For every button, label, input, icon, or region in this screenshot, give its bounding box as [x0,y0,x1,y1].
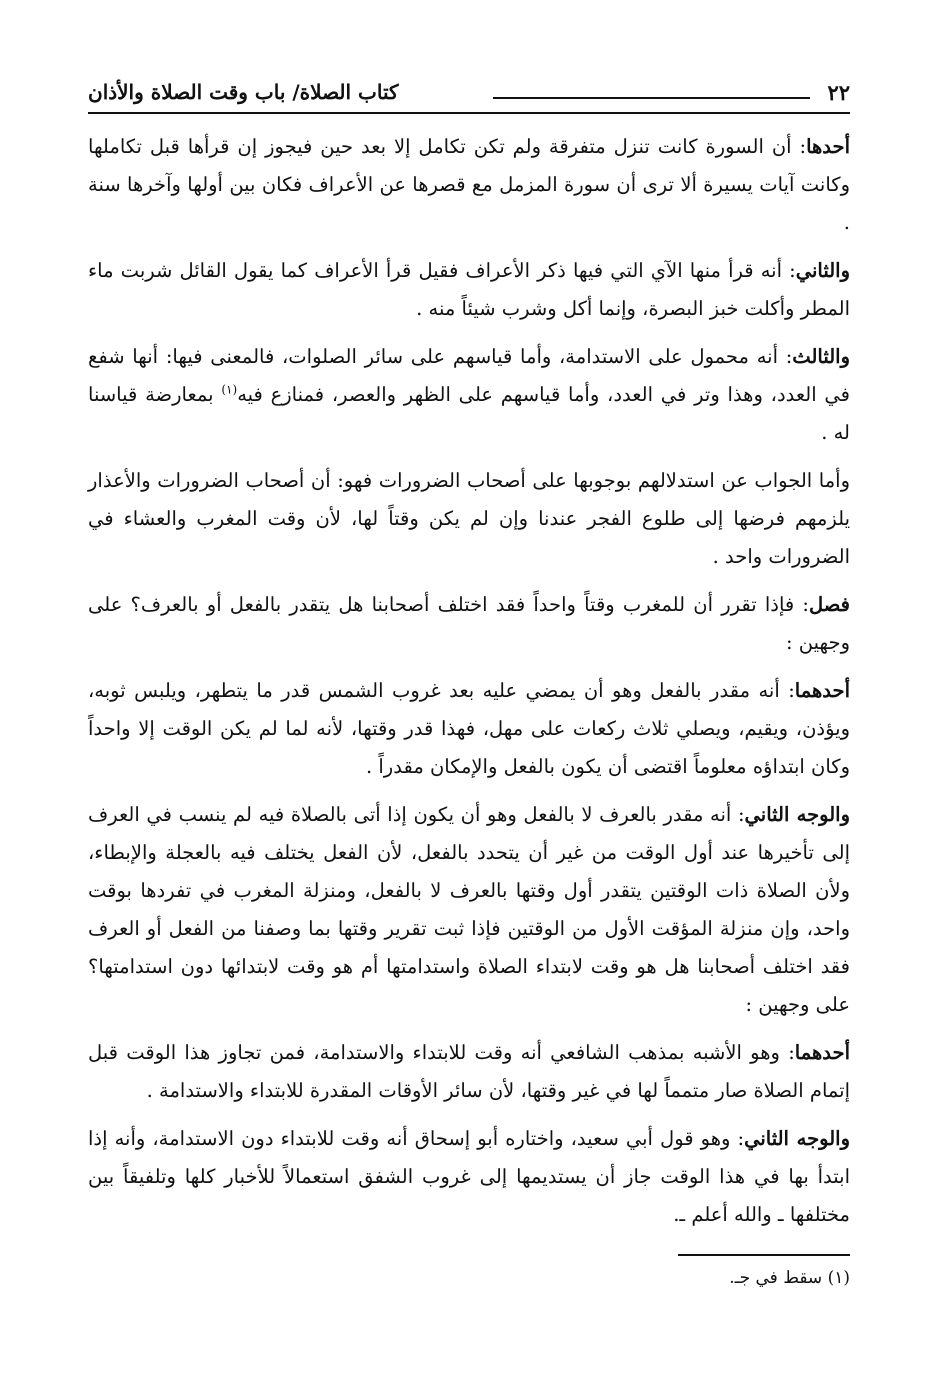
paragraph-text: : فإذا تقرر أن للمغرب وقتاً واحداً فقد اختلف أصحابنا هل يتقدر بالفعل أو بالعرف؟ على وجهين : [88,593,850,654]
paragraph [88,586,850,662]
page-number: ٢٢ [827,80,850,105]
footnote: (١) سقط في جـ. [729,1268,850,1288]
paragraph [88,338,850,452]
footnote-marker: (١) [221,382,238,397]
footnote-rule [678,1254,850,1256]
paragraph-text: : وهو قول أبي سعيد، واختاره أبو إسحاق أنه وقت للابتداء دون الاستدامة، وأنه إذا ابتدأ بها في هذا الوقت جاز أن يستديمها إلى غروب الشفق استعمالاً للأخبار كلها وتلفيقاً بين مختلفها ـ والله أعلم ـ. [88,1127,850,1226]
paragraph [88,462,850,576]
main-text [88,128,850,1234]
paragraph-text: : أنه قرأ منها الآي التي فيها ذكر الأعراف فقيل قرأ الأعراف كما يقول القائل شربت ماء المطر وأكلت خبز البصرة، وإنما أكل وشرب شيئاً منه . [88,259,850,320]
paragraph [88,672,850,786]
paragraph-lead: والوجه الثاني [744,803,850,826]
paragraph [88,1034,850,1110]
paragraph-lead: أحدهما [794,679,850,702]
paragraph [88,128,850,242]
paragraph-lead: فصل [809,593,850,616]
paragraph-text: : أنه مقدر بالفعل وهو أن يمضي عليه بعد غروب الشمس قدر ما يتطهر، ويلبس ثوبه، ويؤذن، ويقيم، ويصلي ثلاث ركعات على مهل، فهذا قدر وقتها، لأنه لما لم يكن الوقت إلا واحداً وكان ابتداؤه معلوماً اقتضى أن يكون بالفعل والإمكان مقدراً . [88,679,850,778]
paragraph-text: : أنه مقدر بالعرف لا بالفعل وهو أن يكون إذا أتى بالصلاة فيه لم ينسب في العرف إلى تأخيرها عند أول الوقت من غير أن يتحدد بالفعل، لأن الفعل يختلف فيه بالعجلة والإبطاء، ولأن الصلاة ذات الوقتين يتقدر أول وقتها بالعرف لا بالفعل، ومنزلة المغرب في تفردها بوقت واحد، وإن منزلة المؤقت الأول من الوقتين فإذا ثبت تقرير وقتها بما وصفنا من الفعل أو العرف فقد اختلف أصحابنا هل هو وقت لابتداء الصلاة واستدامتها أم هو وقت لابتدائها دون استدامتها؟ على وجهين : [88,803,850,1016]
paragraph-text: وأما الجواب عن استدلالهم بوجوبها على أصحاب الضرورات فهو: أن أصحاب الضرورات والأعذار يلزمهم فرضها إلى طلوع الفجر عندنا وإن لم يكن وقتاً لها، لأن وقت المغرب والعشاء في الضرورات واحد . [88,469,850,568]
paragraph [88,252,850,328]
header-rule [493,97,810,99]
paragraph-text: : أنه محمول على الاستدامة، وأما قياسهم على سائر الصلوات، فالمعنى فيها: أنها شفع في العدد، وهذا وتر في العدد، وأما قياسهم على الظهر والعصر، فمنازع فيه [88,345,850,406]
paragraph-text-continued: بمعارضة قياسنا له . [88,383,850,444]
paragraph-lead: والثاني [795,259,850,282]
paragraph-lead: والثالث [792,345,850,368]
running-head: كتاب الصلاة/ باب وقت الصلاة والأذان [88,80,399,104]
paragraph-text: : وهو الأشبه بمذهب الشافعي أنه وقت للابتداء والاستدامة، فمن تجاوز هذا الوقت قبل إتمام الصلاة صار متمماً لها في غير وقتها، لأن سائر الأوقات المقدرة للابتداء والاستدامة . [88,1041,850,1102]
paragraph-lead: والوجه الثاني [744,1127,851,1150]
paragraph [88,796,850,1024]
paragraph-lead: أحدها [806,135,850,158]
book-page [88,78,850,1358]
page-header [88,78,850,114]
paragraph-lead: أحدهما [794,1041,850,1064]
paragraph-text: : أن السورة كانت تنزل متفرقة ولم تكن تكامل إلا بعد حين فيجوز إن قرأها قبل تكاملها وكانت آيات يسيرة ألا ترى أن سورة المزمل مع قصرها عن الأعراف فكان بين أولها وآخرها سنة . [88,135,850,234]
paragraph [88,1120,850,1234]
